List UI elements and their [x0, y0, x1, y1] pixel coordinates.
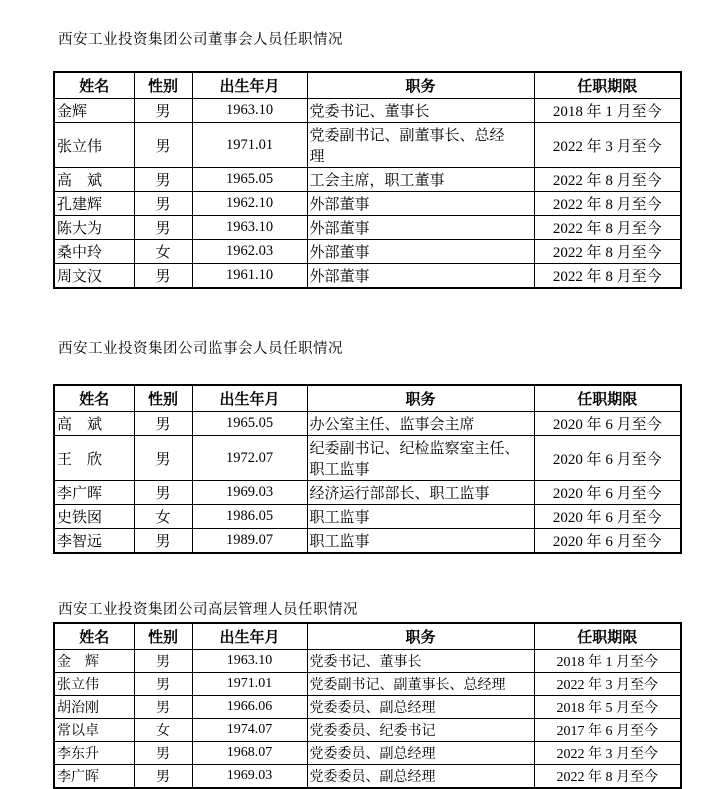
table-row: [54, 719, 681, 742]
table-cell: 李广晖: [54, 765, 134, 789]
table-cell: 党委副书记、副董事长、总经理: [307, 123, 534, 168]
table-cell: 金辉: [54, 99, 134, 123]
column-header: 性别: [134, 623, 192, 650]
table-row: [54, 673, 681, 696]
table-cell: 李广晖: [54, 481, 134, 505]
table-header-row: [54, 72, 681, 99]
column-header: 姓名: [54, 72, 134, 99]
table-cell: 外部董事: [307, 264, 534, 289]
table-cell: 2022 年 8 月至今: [534, 192, 681, 216]
table-cell: 男: [134, 673, 192, 696]
table-cell: 男: [134, 216, 192, 240]
table-cell: 1986.05: [192, 505, 307, 529]
table-cell: 常以卓: [54, 719, 134, 742]
table-cell: 党委委员、副总经理: [307, 742, 534, 765]
table-cell: 男: [134, 696, 192, 719]
table-cell: 桑中玲: [54, 240, 134, 264]
table-cell: 李智远: [54, 529, 134, 554]
table-cell: 女: [134, 719, 192, 742]
table-cell: 男: [134, 168, 192, 192]
section-board: [53, 28, 719, 289]
supervisory-members-table: [53, 384, 682, 554]
table-cell: 1962.03: [192, 240, 307, 264]
table-cell: 胡治刚: [54, 696, 134, 719]
table-cell: 男: [134, 412, 192, 436]
table-cell: 男: [134, 123, 192, 168]
section-title-supervisory: 西安工业投资集团公司监事会人员任职情况: [58, 341, 343, 357]
table-cell: 2018 年 1 月至今: [534, 99, 681, 123]
table-cell: 1968.07: [192, 742, 307, 765]
table-row: [54, 481, 681, 505]
table-cell: 2018 年 5 月至今: [534, 696, 681, 719]
column-header: 姓名: [54, 623, 134, 650]
table-cell: 1971.01: [192, 673, 307, 696]
column-header: 职务: [307, 385, 534, 412]
table-cell: 男: [134, 436, 192, 481]
table-cell: 2022 年 3 月至今: [534, 123, 681, 168]
table-row: [54, 765, 681, 789]
table-cell: 党委委员、纪委书记: [307, 719, 534, 742]
table-cell: 2020 年 6 月至今: [534, 505, 681, 529]
table-cell: 1989.07: [192, 529, 307, 554]
table-cell: 2022 年 8 月至今: [534, 765, 681, 789]
table-header-row: [54, 385, 681, 412]
column-header: 任职期限: [534, 72, 681, 99]
table-cell: 工会主席，职工董事: [307, 168, 534, 192]
table-cell: 纪委副书记、纪检监察室主任、职工监事: [307, 436, 534, 481]
table-cell: 2022 年 8 月至今: [534, 240, 681, 264]
table-row: [54, 264, 681, 289]
table-row: [54, 168, 681, 192]
table-cell: 1963.10: [192, 650, 307, 673]
table-row: [54, 216, 681, 240]
column-header: 任职期限: [534, 385, 681, 412]
table-cell: 1974.07: [192, 719, 307, 742]
table-cell: 2018 年 1 月至今: [534, 650, 681, 673]
table-cell: 2020 年 6 月至今: [534, 436, 681, 481]
table-cell: 1969.03: [192, 765, 307, 789]
table-row: [54, 192, 681, 216]
management-members-table: [53, 622, 682, 789]
table-row: [54, 696, 681, 719]
table-cell: 2022 年 8 月至今: [534, 264, 681, 289]
section-management: [53, 598, 719, 789]
table-cell: 1965.05: [192, 168, 307, 192]
table-cell: 男: [134, 192, 192, 216]
table-cell: 2022 年 8 月至今: [534, 216, 681, 240]
column-header: 职务: [307, 623, 534, 650]
table-cell: 1969.03: [192, 481, 307, 505]
table-cell: 1965.05: [192, 412, 307, 436]
table-cell: 外部董事: [307, 216, 534, 240]
table-cell: 1971.01: [192, 123, 307, 168]
table-cell: 办公室主任、监事会主席: [307, 412, 534, 436]
table-cell: 2020 年 6 月至今: [534, 481, 681, 505]
table-cell: 1972.07: [192, 436, 307, 481]
table-cell: 1966.06: [192, 696, 307, 719]
table-cell: 1962.10: [192, 192, 307, 216]
column-header: 出生年月: [192, 72, 307, 99]
table-cell: 男: [134, 99, 192, 123]
table-cell: 2017 年 6 月至今: [534, 719, 681, 742]
table-cell: 职工监事: [307, 505, 534, 529]
table-cell: 1963.10: [192, 99, 307, 123]
table-cell: 男: [134, 650, 192, 673]
section-title-management: 西安工业投资集团公司高层管理人员任职情况: [58, 602, 358, 618]
table-cell: 史铁囡: [54, 505, 134, 529]
table-cell: 王 欣: [54, 436, 134, 481]
table-row: [54, 529, 681, 554]
table-row: [54, 123, 681, 168]
table-cell: 党委委员、副总经理: [307, 765, 534, 789]
table-cell: 金 辉: [54, 650, 134, 673]
table-cell: 男: [134, 529, 192, 554]
table-cell: 党委书记、董事长: [307, 650, 534, 673]
table-row: [54, 650, 681, 673]
table-cell: 2020 年 6 月至今: [534, 412, 681, 436]
table-cell: 2022 年 8 月至今: [534, 168, 681, 192]
column-header: 性别: [134, 72, 192, 99]
table-cell: 党委委员、副总经理: [307, 696, 534, 719]
table-cell: 高 斌: [54, 168, 134, 192]
table-row: [54, 99, 681, 123]
table-row: [54, 505, 681, 529]
table-cell: 经济运行部部长、职工监事: [307, 481, 534, 505]
column-header: 性别: [134, 385, 192, 412]
table-cell: 男: [134, 264, 192, 289]
column-header: 任职期限: [534, 623, 681, 650]
table-cell: 职工监事: [307, 529, 534, 554]
table-cell: 党委副书记、副董事长、总经理: [307, 673, 534, 696]
table-cell: 女: [134, 505, 192, 529]
table-cell: 周文汉: [54, 264, 134, 289]
table-cell: 孔建辉: [54, 192, 134, 216]
table-cell: 男: [134, 765, 192, 789]
column-header: 出生年月: [192, 385, 307, 412]
table-row: [54, 742, 681, 765]
column-header: 职务: [307, 72, 534, 99]
table-cell: 1961.10: [192, 264, 307, 289]
table-cell: 陈大为: [54, 216, 134, 240]
table-cell: 张立伟: [54, 673, 134, 696]
table-row: [54, 240, 681, 264]
table-cell: 女: [134, 240, 192, 264]
table-cell: 男: [134, 481, 192, 505]
section-supervisory: [53, 337, 719, 554]
table-cell: 男: [134, 742, 192, 765]
table-row: [54, 412, 681, 436]
table-header-row: [54, 623, 681, 650]
table-row: [54, 436, 681, 481]
table-cell: 外部董事: [307, 192, 534, 216]
section-title-board: 西安工业投资集团公司董事会人员任职情况: [58, 32, 343, 48]
table-cell: 李东升: [54, 742, 134, 765]
table-cell: 高 斌: [54, 412, 134, 436]
column-header: 姓名: [54, 385, 134, 412]
column-header: 出生年月: [192, 623, 307, 650]
table-cell: 2022 年 3 月至今: [534, 673, 681, 696]
table-cell: 1963.10: [192, 216, 307, 240]
table-cell: 2022 年 3 月至今: [534, 742, 681, 765]
board-members-table: [53, 71, 682, 289]
table-cell: 张立伟: [54, 123, 134, 168]
table-cell: 外部董事: [307, 240, 534, 264]
table-cell: 2020 年 6 月至今: [534, 529, 681, 554]
table-cell: 党委书记、董事长: [307, 99, 534, 123]
